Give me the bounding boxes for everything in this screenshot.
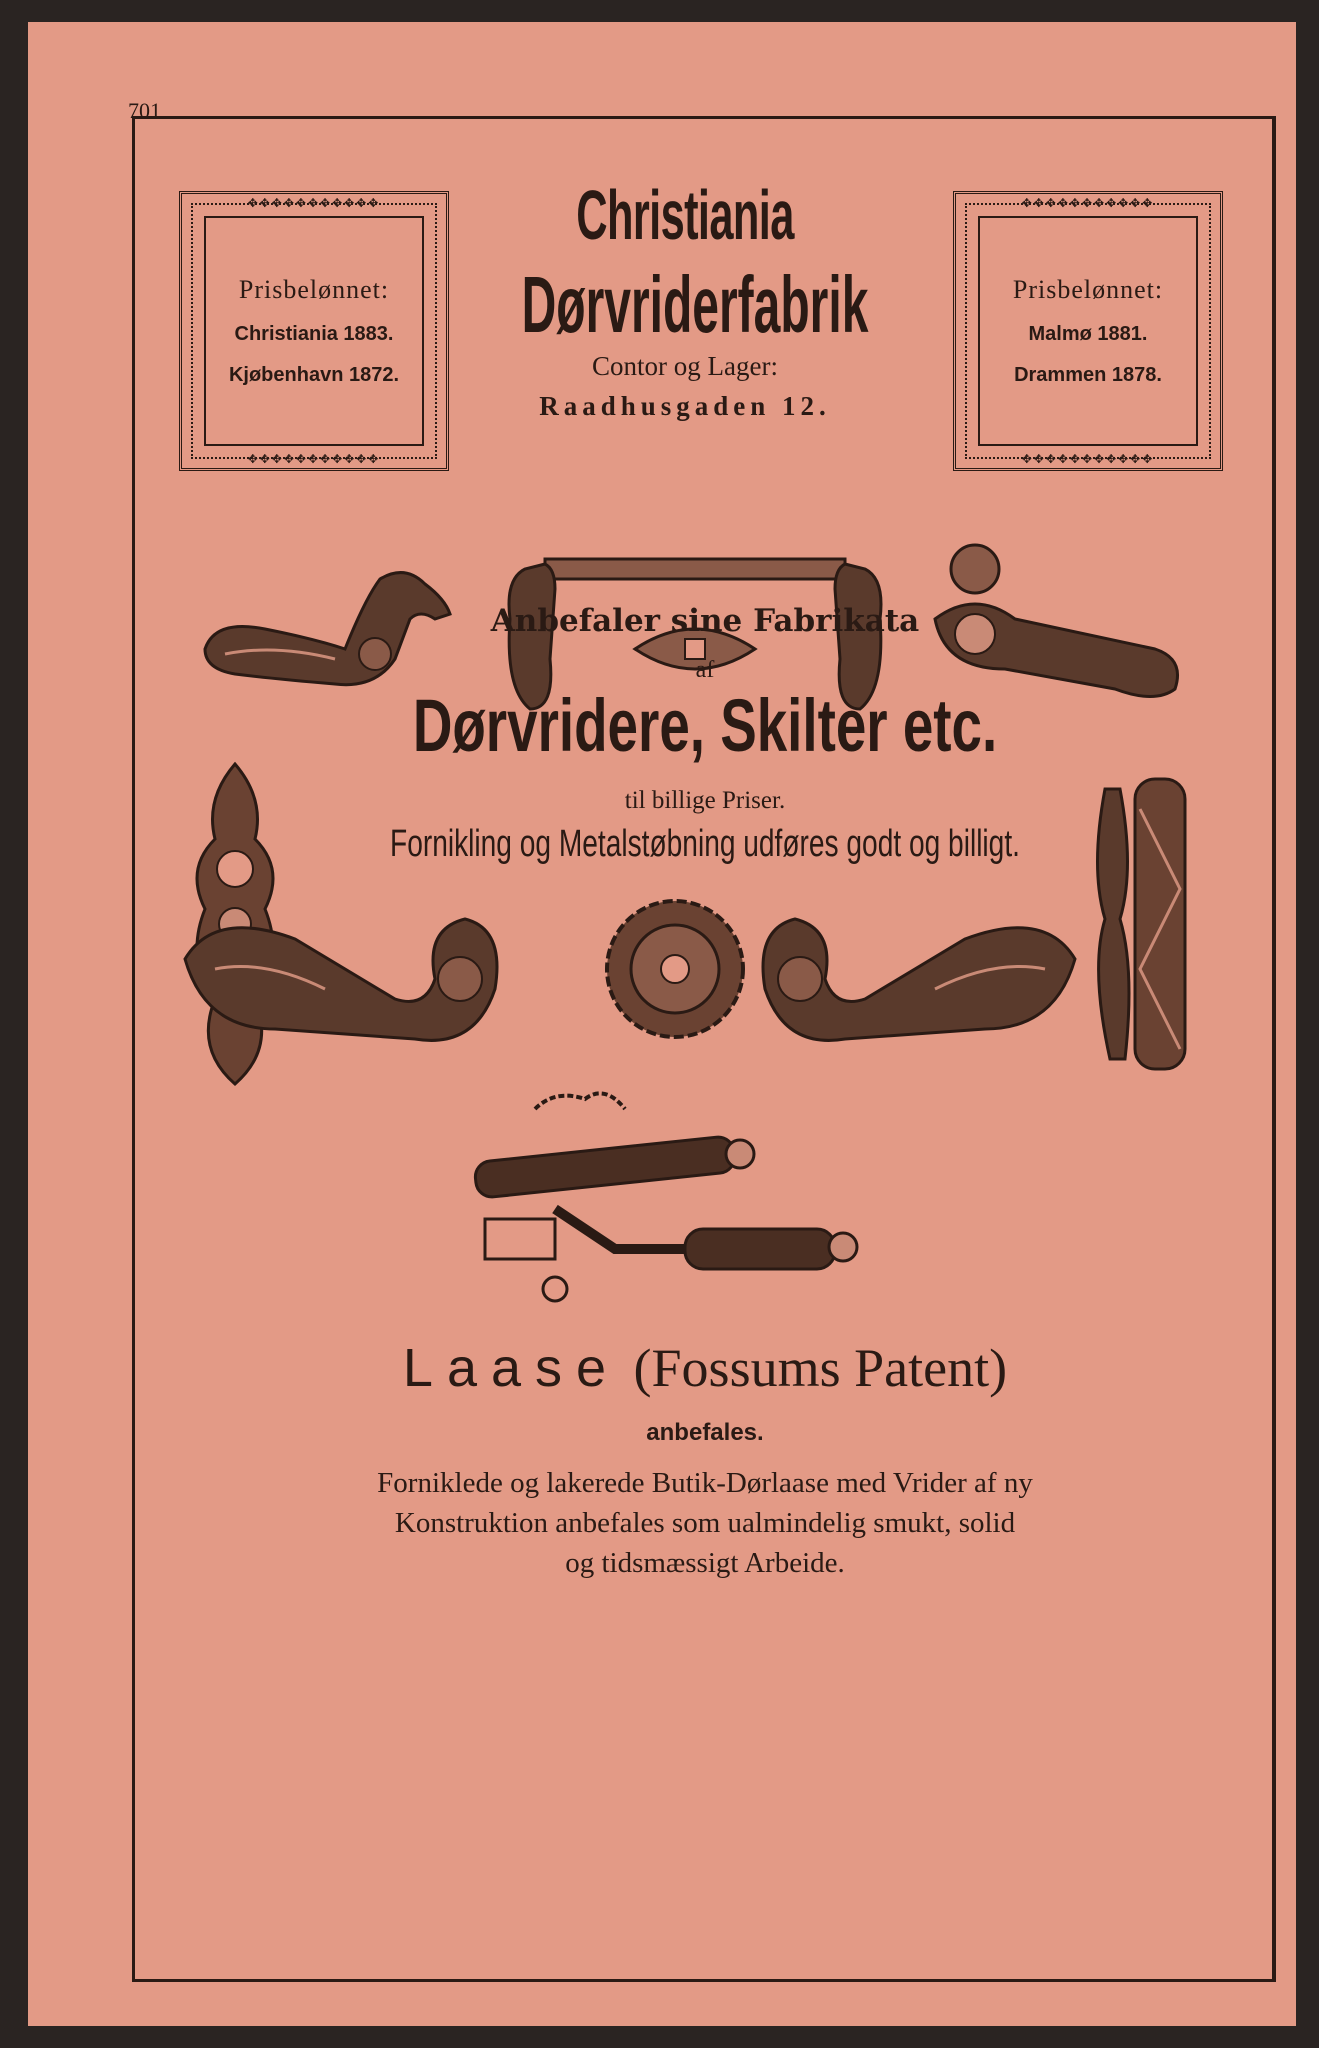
advertisement-page bbox=[28, 22, 1296, 2026]
ornate-handle-plate-right-icon bbox=[1080, 769, 1200, 1079]
ornament-border-icon: ✥✥✥✥✥✥✥✥✥✥✥ bbox=[1021, 196, 1155, 210]
ornament-border-icon: ✥✥✥✥✥✥✥✥✥✥✥ bbox=[247, 196, 381, 210]
office-label: Contor og Lager: bbox=[592, 351, 778, 381]
award-badge-left bbox=[179, 191, 449, 471]
award-badge-right bbox=[953, 191, 1223, 471]
badge-heading: Prisbelønnet: bbox=[1012, 275, 1164, 304]
scroll-lever-handle-left-icon bbox=[175, 899, 505, 1059]
lock-title-patent: (Fossums Patent) bbox=[633, 1338, 1008, 1398]
recommend-af: af bbox=[695, 657, 715, 683]
lock-description-line: Forniklede og lakerede Butik-Dørlaase med Vrider af ny bbox=[377, 1467, 1033, 1499]
lock-description bbox=[175, 1463, 1235, 1583]
lock-title bbox=[235, 1337, 1175, 1399]
company-name-line1: Christiania bbox=[576, 176, 794, 254]
products-heading: Dørvridere, Skilter etc. bbox=[412, 684, 998, 767]
scroll-lever-handle-right-icon bbox=[755, 899, 1085, 1059]
ornament-border-icon: ✥✥✥✥✥✥✥✥✥✥✥ bbox=[247, 452, 381, 466]
lock-description-line: og tidsmæssigt Arbeide. bbox=[565, 1547, 845, 1579]
badge-award-line: Christiania 1883. bbox=[234, 323, 394, 345]
company-name-line2: Dørvriderfabrik bbox=[521, 260, 869, 349]
price-line: til billige Priser. bbox=[624, 787, 786, 814]
ornament-border-icon: ✥✥✥✥✥✥✥✥✥✥✥ bbox=[1021, 452, 1155, 466]
lock-description-line: Konstruktion anbefales som ualmindelig smukt, solid bbox=[394, 1507, 1016, 1539]
ad-frame bbox=[132, 116, 1276, 1982]
badge-award-line: Kjøbenhavn 1872. bbox=[228, 364, 400, 386]
lock-title-spaced: Laase bbox=[402, 1338, 621, 1398]
lock-subtitle: anbefales. bbox=[646, 1419, 764, 1446]
address: Raadhusgaden 12. bbox=[539, 391, 831, 421]
page-number: 701 bbox=[128, 98, 161, 123]
badge-award-line: Malmø 1881. bbox=[1028, 323, 1148, 345]
services-line: Fornikling og Metalstøbning udføres godt og billigt. bbox=[390, 823, 1020, 865]
fossum-lock-icon bbox=[465, 1089, 885, 1309]
badge-heading: Prisbelønnet: bbox=[238, 275, 390, 304]
badge-award-line: Drammen 1878. bbox=[1014, 364, 1162, 386]
rosette-escutcheon-icon bbox=[600, 894, 750, 1044]
recommend-heading: Anbefaler sine Fabrikata bbox=[490, 603, 920, 639]
